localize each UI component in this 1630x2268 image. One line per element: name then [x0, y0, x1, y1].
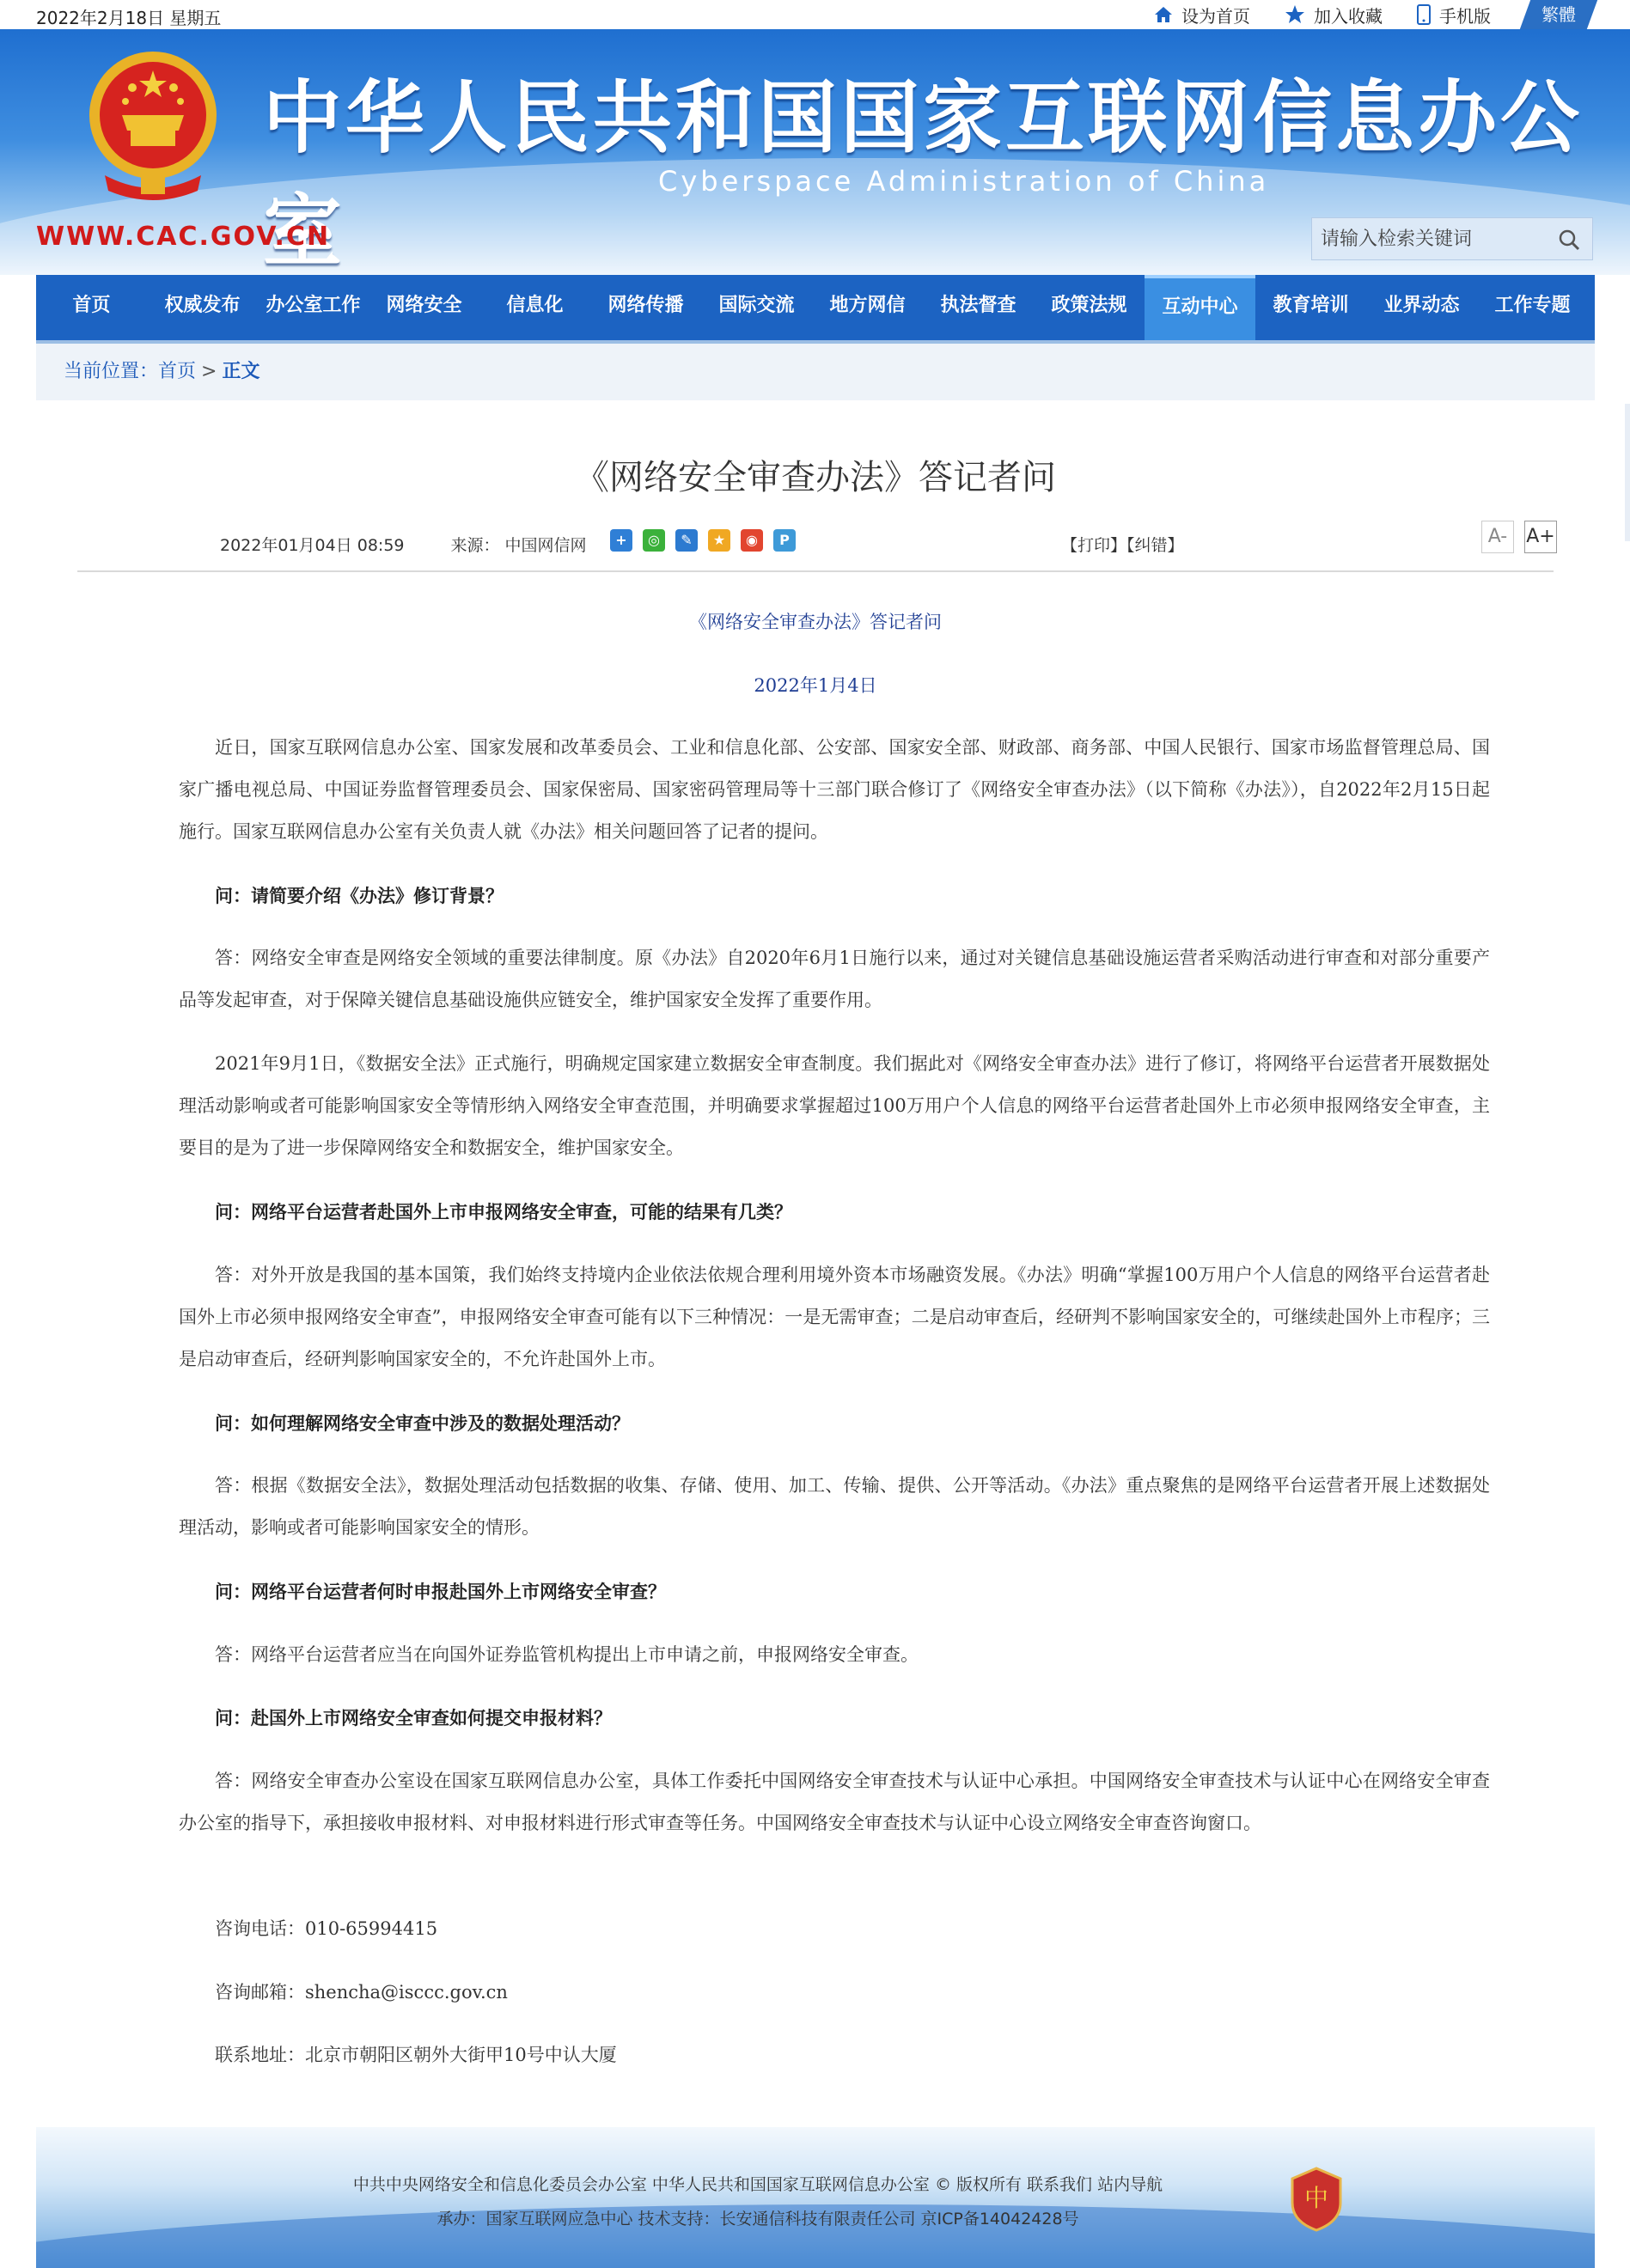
answer-3: 答：根据《数据安全法》，数据处理活动包括数据的收集、存储、使用、加工、传输、提供、公开等活动。《办法》重点聚焦的是网络平台运营者开展上述数据处理活动，影响或者可能影响国家安全的情形。 [179, 1475, 1490, 1538]
nav-item-10[interactable]: 互动中心 [1145, 275, 1255, 340]
correction-link[interactable]: 【纠错】 [1126, 536, 1184, 555]
nav-item-7[interactable]: 地方网信 [829, 295, 906, 316]
body-date: 2022年1月4日 [754, 675, 877, 696]
share-people-icon[interactable]: P [773, 529, 796, 552]
nav-item-4[interactable]: 信息化 [506, 295, 564, 316]
breadcrumb [36, 344, 1595, 400]
government-website-badge-icon[interactable] [1289, 2167, 1344, 2232]
nav-item-1[interactable]: 权威发布 [164, 295, 241, 316]
mobile-label: 手机版 [1439, 5, 1491, 27]
article-datetime: 2022年01月04日 08:59 [220, 536, 405, 555]
breadcrumb-separator: > [201, 361, 217, 382]
search-icon[interactable] [1558, 229, 1580, 251]
font-increase-button[interactable]: A+ [1524, 521, 1557, 553]
top-bar [0, 0, 1630, 29]
set-home-link[interactable] [1154, 3, 1250, 27]
mobile-phone-icon [1417, 4, 1431, 25]
intro-paragraph: 近日，国家互联网信息办公室、国家发展和改革委员会、工业和信息化部、公安部、国家安全部、财政部、商务部、中国人民银行、国家市场监督管理总局、国家广播电视总局、中国证券监督管理委员会、国家保密局、国家密码管理局等十三部门联合修订了《网络安全审查办法》（以下简称《办法》），自2022年2月15日起施行。国家互联网信息办公室有关负责人就《办法》相关问题回答了记者的提问。 [179, 737, 1490, 842]
traditional-chinese-button[interactable] [1525, 0, 1592, 29]
nav-item-13[interactable]: 工作专题 [1494, 295, 1571, 316]
share-note-icon[interactable]: ✎ [675, 529, 698, 552]
share-qzone-icon[interactable]: ★ [708, 529, 730, 552]
site-header [0, 29, 1630, 275]
answer-4: 答：网络平台运营者应当在向国外证券监管机构提出上市申请之前，申报网络安全审查。 [215, 1644, 919, 1665]
contact-address: 联系地址：北京市朝阳区朝外大街甲10号中认大厦 [215, 2045, 617, 2065]
question-1: 问：请简要介绍《办法》修订背景？ [215, 885, 504, 906]
article-card [36, 400, 1595, 2127]
answer-5: 答：网络安全审查办公室设在国家互联网信息办公室，具体工作委托中国网络安全审查技术与认证中心承担。中国网络安全审查技术与认证中心在网络安全审查办公室的指导下，承担接收申报材料、对申报材料进行形式审查等任务。中国网络安全审查技术与认证中心设立网络安全审查咨询窗口。 [179, 1771, 1490, 1833]
share-weibo-icon[interactable]: ◉ [741, 529, 763, 552]
article-title: 《网络安全审查办法》答记者问 [575, 458, 1056, 497]
search-input[interactable] [1312, 218, 1544, 259]
question-2: 问：网络平台运营者赴国外上市申报网络安全审查，可能的结果有几类？ [215, 1201, 792, 1222]
svg-text:中: 中 [1303, 2184, 1329, 2212]
question-4: 问：网络平台运营者何时申报赴国外上市网络安全审查？ [215, 1581, 666, 1602]
article-meta [220, 533, 587, 556]
traditional-label: 繁體 [1541, 4, 1576, 25]
contact-email: 咨询邮箱：shencha@isccc.gov.cn [215, 1982, 508, 2003]
current-date: 2022年2月18日 星期五 [36, 8, 222, 28]
breadcrumb-label: 当前位置： [64, 361, 159, 382]
share-wechat-icon[interactable]: ◎ [643, 529, 665, 552]
home-icon [1154, 5, 1173, 24]
answer-1-continued: 2021年9月1日，《数据安全法》正式施行，明确规定国家建立数据安全审查制度。我们据此对《网络安全审查办法》进行了修订，将网络平台运营者开展数据处理活动影响或者可能影响国家安全等情形纳入网络安全审查范围，并明确要求掌握超过100万用户个人信息的网络平台运营者赴国外上市必须申报网络安全审查，主要目的是为了进一步保障网络安全和数据安全，维护国家安全。 [179, 1053, 1490, 1158]
search-box [1311, 217, 1593, 260]
top-links [1154, 0, 1630, 29]
font-size-controls [1471, 521, 1557, 553]
nav-item-3[interactable]: 网络安全 [386, 295, 462, 316]
nav-item-8[interactable]: 执法督查 [940, 295, 1016, 316]
question-5: 问：赴国外上市网络安全审查如何提交申报材料？ [215, 1707, 612, 1728]
print-link[interactable]: 【打印】 [1061, 536, 1127, 555]
article-actions [1061, 533, 1184, 556]
scrollbar-edge[interactable] [1625, 404, 1630, 541]
article-source: 来源： 中国网信网 [450, 536, 587, 555]
breadcrumb-current: 正文 [222, 361, 260, 382]
answer-1: 答：网络安全审查是网络安全领域的重要法律制度。原《办法》自2020年6月1日施行以来，通过对关键信息基础设施运营者采购活动进行审查和对部分重要产品等发起审查，对于保障关键信息基础设施供应链安全，维护国家安全发挥了重要作用。 [179, 948, 1490, 1010]
question-3: 问：如何理解网络安全审查中涉及的数据处理活动？ [215, 1412, 630, 1434]
body-subtitle: 《网络安全审查办法》答记者问 [689, 612, 942, 632]
share-more-icon[interactable]: + [610, 529, 632, 552]
breadcrumb-home-link[interactable]: 首页 [158, 361, 197, 382]
nav-item-9[interactable]: 政策法规 [1051, 295, 1127, 316]
mobile-link[interactable] [1417, 3, 1491, 27]
answer-2: 答：对外开放是我国的基本国策，我们始终支持境内企业依法依规合理利用境外资本市场融资发展。《办法》明确“掌握100万用户个人信息的网络平台运营者赴国外上市必须申报网络安全审查”，申报网络安全审查可能有以下三种情况：一是无需审查；二是启动审查后，经研判不影响国家安全的，可继续赴国外上市程序；三是启动审查后，经研判影响国家安全的，不允许赴国外上市。 [179, 1265, 1490, 1369]
site-title: 中华人民共和国国家互联网信息办公室 [263, 72, 1584, 275]
add-favorite-link[interactable] [1285, 3, 1383, 27]
site-subtitle: Cyberspace Administration of China [658, 165, 1270, 198]
nav-item-11[interactable]: 教育培训 [1273, 295, 1349, 316]
national-emblem-icon [88, 46, 218, 204]
set-home-label: 设为首页 [1181, 5, 1250, 27]
nav-item-5[interactable]: 网络传播 [607, 295, 684, 316]
footer-line-1: 中共中央网络安全和信息化委员会办公室 中华人民共和国国家互联网信息办公室 © 版权所有 联系我们 站内导航 [352, 2175, 1163, 2194]
meta-divider [77, 570, 1554, 572]
add-favorite-label: 加入收藏 [1314, 5, 1383, 27]
font-decrease-button[interactable]: A- [1481, 521, 1514, 553]
nav-item-2[interactable]: 办公室工作 [266, 295, 361, 316]
star-icon [1285, 4, 1305, 25]
main-navigation [36, 275, 1595, 340]
nav-item-12[interactable]: 业界动态 [1383, 295, 1460, 316]
site-footer [36, 2127, 1595, 2268]
site-url: WWW.CAC.GOV.CN [36, 222, 331, 252]
nav-item-0[interactable]: 首页 [72, 295, 111, 316]
contact-phone: 咨询电话：010-65994415 [215, 1918, 438, 1939]
share-icons [610, 529, 806, 552]
nav-item-6[interactable]: 国际交流 [718, 295, 795, 316]
footer-line-2: 承办：国家互联网应急中心 技术支持：长安通信科技有限责任公司 京ICP备14042428号 [436, 2210, 1079, 2228]
